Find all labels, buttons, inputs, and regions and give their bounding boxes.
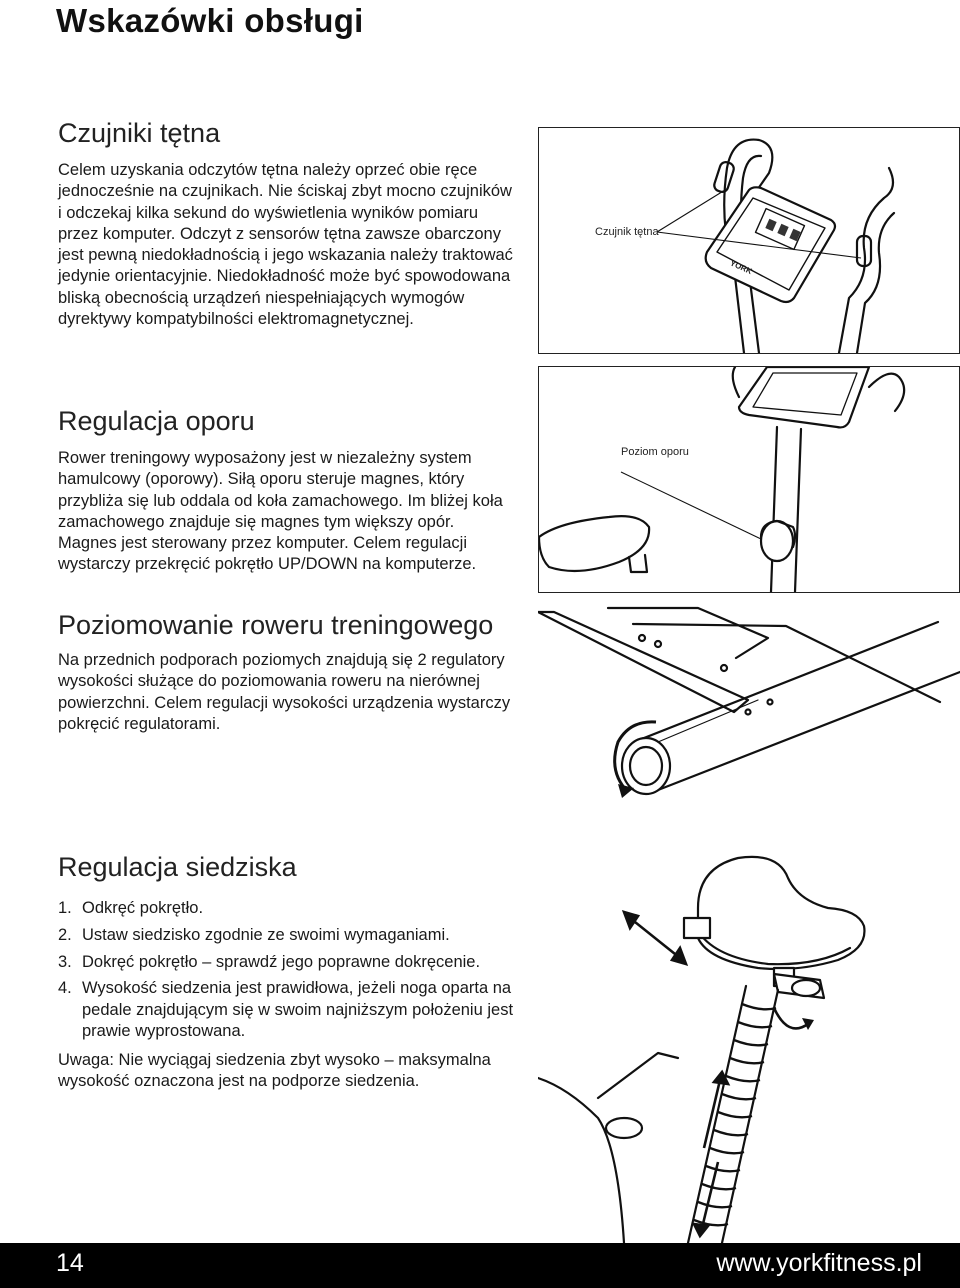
console-knob-illustration xyxy=(539,367,959,592)
seat-post-illustration xyxy=(538,848,960,1243)
heading-seat-adjustment: Regulacja siedziska xyxy=(58,852,297,882)
figure-resistance xyxy=(538,366,960,593)
page-title: Wskazówki obsługi xyxy=(56,2,364,39)
heading-leveling: Poziomowanie roweru treningowego xyxy=(58,610,494,640)
seat-steps-list xyxy=(58,898,528,1048)
list-item: 3. Dokręć pokrętło – sprawdź jego poprawne dokręcenie. xyxy=(58,952,481,971)
page-footer xyxy=(0,1243,960,1288)
page-number: 14 xyxy=(56,1249,84,1277)
resistance-label: Poziom oporu xyxy=(621,446,689,458)
leveling-foot-illustration xyxy=(538,602,960,812)
heart-rate-text: Celem uzyskania odczytów tętna należy oprzeć obie ręce jednocześnie na czujnikach. Nie ściskaj zbyt mocno czujników i odczekaj kilka sekund do wyświetlenia wyników pomiaru przez komputer. Odczyt z sensorów tętna zawsze obarczony jest pewną niedokładnością i jego wskazania należy traktować jedynie orientacyjnie. Niedokładność może być spowodowana bliską obecnością urządzeń niespełniających wymogów dyrektywy kompatybilności elektromagnetycznej. xyxy=(58,161,513,329)
seat-note: Uwaga: Nie wyciągaj siedzenia zbyt wysoko – maksymalna wysokość oznaczona jest na podporze siedzenia. xyxy=(58,1051,491,1091)
figure-seat xyxy=(538,848,960,1243)
leveling-text: Na przednich podporach poziomych znajdują się 2 regulatory wysokości służące do poziomowania roweru na nierównej powierzchni. Celem regulacji wysokości urządzenia wystarczy pokręcić regulatorami. xyxy=(58,651,511,733)
figure-pulse-sensors xyxy=(538,127,960,354)
resistance-text: Rower treningowy wyposażony jest w niezależny system hamulcowy (oporowy). Siłą oporu steruje magnes, który przybliża się lub oddala od koła zamachowego. Im bliżej koła zamachowego znajduje się magnes tym większy opór. Magnes jest sterowany przez komputer. Celem regulacji wystarczy przekręcić pokrętło UP/DOWN na komputerze. xyxy=(58,449,503,574)
figure-leveling xyxy=(538,602,960,812)
list-item: 2. Ustaw siedzisko zgodnie ze swoimi wymaganiami. xyxy=(58,925,450,944)
pulse-sensor-label: Czujnik tętna xyxy=(595,226,659,238)
website-link[interactable]: www.yorkfitness.pl xyxy=(716,1249,922,1277)
list-item: 4. Wysokość siedzenia jest prawidłowa, jeżeli noga oparta na pedale znajdującym się w swoim najniższym położeniu jest prawie wyprostowana. xyxy=(58,979,514,1040)
list-item: 1. Odkręć pokrętło. xyxy=(58,899,204,917)
handlebar-illustration xyxy=(539,128,959,353)
console-brand-logo: YORK xyxy=(728,258,754,277)
heading-resistance: Regulacja oporu xyxy=(58,406,255,436)
heading-heart-rate-sensors: Czujniki tętna xyxy=(58,118,221,148)
